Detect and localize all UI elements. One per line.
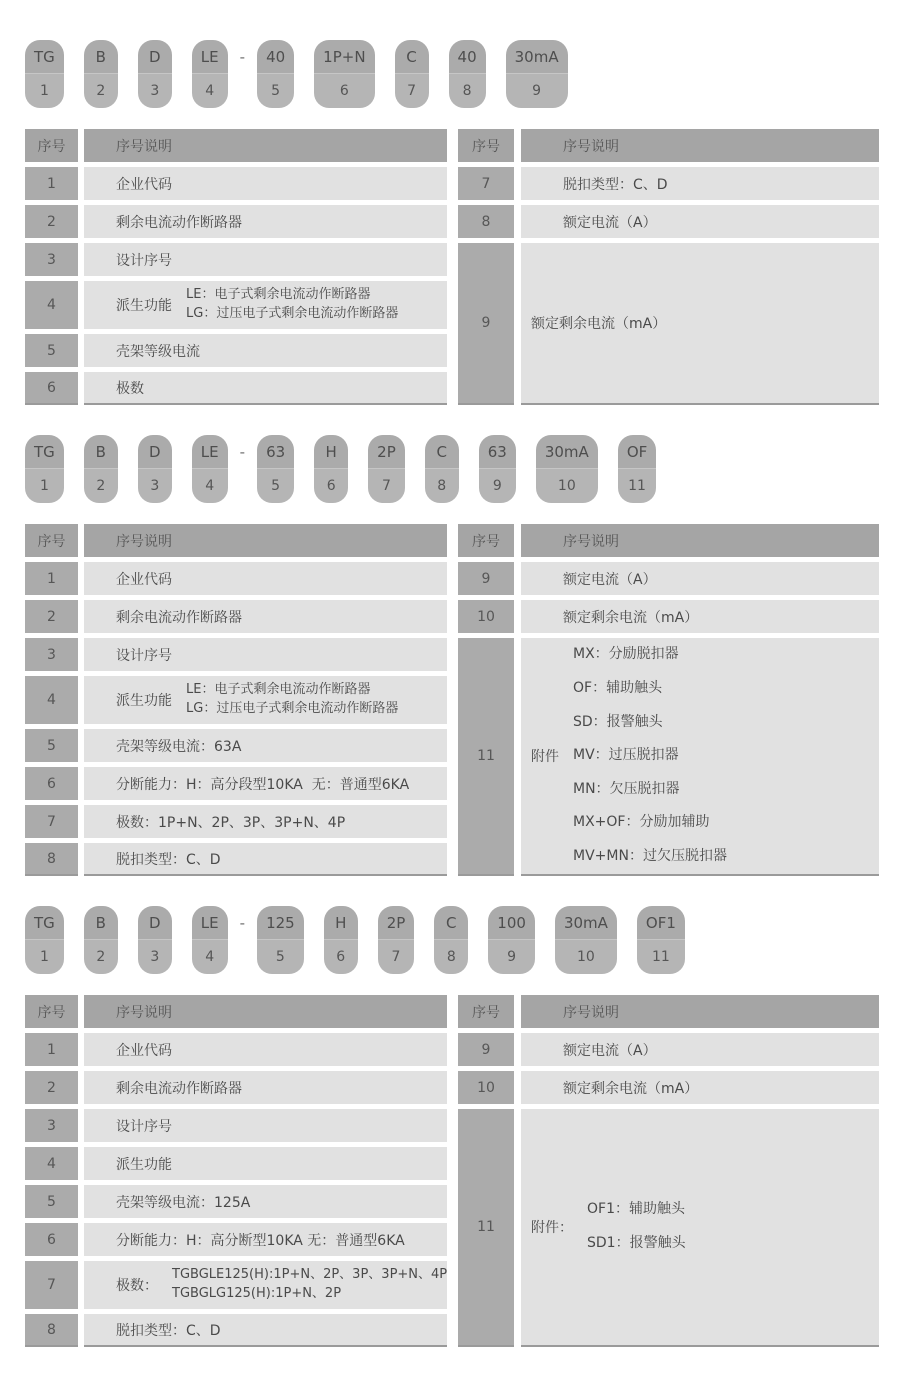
pill-number: 3 <box>138 940 172 974</box>
table-row <box>25 805 447 838</box>
table-row <box>25 1033 447 1066</box>
seq-number-cell: 3 <box>25 243 78 276</box>
header-seq-description <box>84 995 447 1028</box>
table-row <box>25 1071 447 1104</box>
table-header-row <box>25 995 447 1028</box>
header-seq-number: 序号 <box>458 995 514 1028</box>
seq-description-text: 分断能力：H：高分断型10KA 无：普通型6KA <box>116 1232 405 1249</box>
pill-number: 9 <box>488 940 535 974</box>
seq-number-cell: 9 <box>458 243 514 405</box>
seq-description-cell <box>521 205 879 238</box>
seq-description-cell <box>521 1033 879 1066</box>
seq-number-cell: 6 <box>25 1223 78 1256</box>
seq-number-cell: 1 <box>25 562 78 595</box>
model-code-row <box>25 906 900 974</box>
model-code-pill <box>324 906 358 974</box>
seq-description-text: 剩余电流动作断路器 <box>116 214 242 231</box>
model-section <box>25 876 900 1347</box>
seq-description-cell <box>521 600 879 633</box>
model-code-pill <box>25 40 64 108</box>
sequence-table-left <box>25 995 447 1347</box>
seq-number-cell: 10 <box>458 1071 514 1104</box>
model-code-pill <box>536 435 598 503</box>
seq-description-text: 分断能力：H：高分段型10KA 无：普通型6KA <box>116 776 410 793</box>
seq-description-line: SD：报警触头 <box>573 713 663 730</box>
seq-number-cell: 10 <box>458 600 514 633</box>
header-seq-description-text: 序号说明 <box>116 533 172 550</box>
seq-description-text: 设计序号 <box>116 1118 172 1135</box>
seq-description-cell <box>84 1185 447 1218</box>
pill-number: 11 <box>618 469 656 503</box>
seq-description-cell <box>84 843 447 876</box>
pill-number: 10 <box>536 469 598 503</box>
model-code-pill <box>368 435 405 503</box>
table-row <box>25 1185 447 1218</box>
seq-description-lines <box>186 286 398 324</box>
pill-code: 30mA <box>536 435 598 469</box>
pill-number: 1 <box>25 74 64 108</box>
seq-description-cell <box>84 1147 447 1180</box>
seq-number-cell: 5 <box>25 334 78 367</box>
seq-description-text: 壳架等级电流：125A <box>116 1194 251 1211</box>
table-row <box>458 562 879 595</box>
pill-code: LE <box>192 435 228 469</box>
pill-code: TG <box>25 906 64 940</box>
seq-number-cell: 9 <box>458 562 514 595</box>
seq-description-text: 企业代码 <box>116 176 172 193</box>
seq-description-cell <box>84 1314 447 1347</box>
pill-code: 2P <box>378 906 415 940</box>
table-row <box>458 243 879 405</box>
model-code-row <box>25 40 900 108</box>
header-seq-number: 序号 <box>25 995 78 1028</box>
model-code-pill <box>314 435 348 503</box>
table-row <box>25 281 447 329</box>
table-row <box>25 729 447 762</box>
seq-number-cell: 7 <box>458 167 514 200</box>
table-row <box>25 334 447 367</box>
model-code-pill <box>618 435 656 503</box>
header-seq-description <box>84 524 447 557</box>
header-seq-description-text: 序号说明 <box>563 1004 619 1021</box>
seq-description-line: MX+OF：分励加辅助 <box>573 814 710 831</box>
sequence-table-left <box>25 129 447 405</box>
seq-description-cell <box>84 1071 447 1104</box>
seq-number-cell: 1 <box>25 1033 78 1066</box>
dash-separator: - <box>239 443 246 461</box>
seq-description-line: MX：分励脱扣器 <box>573 646 679 663</box>
pill-number: 5 <box>257 469 294 503</box>
pill-code: 30mA <box>506 40 568 74</box>
section-tables <box>25 129 900 405</box>
seq-description-text: 额定电流（A） <box>563 214 657 231</box>
model-code-pill <box>449 40 486 108</box>
pill-number: 7 <box>395 74 429 108</box>
seq-description-text: 脱扣类型：C、D <box>563 176 668 193</box>
pill-code: OF1 <box>637 906 685 940</box>
header-seq-description <box>521 995 879 1028</box>
sequence-table-left <box>25 524 447 876</box>
pill-code: OF <box>618 435 656 469</box>
seq-description-cell <box>84 562 447 595</box>
seq-description-text: 脱扣类型：C、D <box>116 851 221 868</box>
seq-description-cell <box>84 638 447 671</box>
table-row <box>25 767 447 800</box>
seq-description-line: MV：过压脱扣器 <box>573 747 679 764</box>
seq-description-cell <box>521 1071 879 1104</box>
table-row <box>25 1109 447 1142</box>
seq-description-text: 壳架等级电流：63A <box>116 738 242 755</box>
model-code-pill <box>257 40 294 108</box>
pill-code: 100 <box>488 906 535 940</box>
seq-description-text: 额定剩余电流（mA） <box>563 609 699 626</box>
seq-description-text: 额定剩余电流（mA） <box>563 1080 699 1097</box>
pill-code: D <box>138 906 172 940</box>
table-row <box>25 167 447 200</box>
seq-description-cell <box>84 729 447 762</box>
header-seq-description <box>84 129 447 162</box>
seq-number-cell: 7 <box>25 1261 78 1309</box>
seq-description-cell <box>84 167 447 200</box>
pill-number: 5 <box>257 940 304 974</box>
table-row <box>25 562 447 595</box>
pill-number: 6 <box>324 940 358 974</box>
pill-number: 2 <box>84 940 118 974</box>
seq-number-cell: 4 <box>25 1147 78 1180</box>
header-seq-description-text: 序号说明 <box>116 138 172 155</box>
seq-number-cell: 1 <box>25 167 78 200</box>
header-seq-number: 序号 <box>458 524 514 557</box>
pill-number: 11 <box>637 940 685 974</box>
model-code-pill <box>637 906 685 974</box>
seq-description-text: 极数：1P+N、2P、3P、3P+N、4P <box>116 814 346 831</box>
seq-description-prefix: 派生功能 <box>116 693 172 709</box>
seq-number-cell: 6 <box>25 372 78 405</box>
seq-description-line: LE：电子式剩余电流动作断路器 <box>186 287 371 303</box>
table-row <box>25 1261 447 1309</box>
seq-description-lines <box>587 1193 686 1260</box>
pill-code: 30mA <box>555 906 617 940</box>
pill-number: 8 <box>449 74 486 108</box>
model-section <box>25 405 900 876</box>
header-seq-number: 序号 <box>458 129 514 162</box>
pill-number: 2 <box>84 74 118 108</box>
header-seq-description-text: 序号说明 <box>116 1004 172 1021</box>
model-code-pill <box>257 435 294 503</box>
table-row <box>25 1147 447 1180</box>
seq-description-lines <box>186 681 398 719</box>
seq-number-cell: 11 <box>458 1109 514 1347</box>
seq-number-cell: 4 <box>25 676 78 724</box>
model-code-pill <box>555 906 617 974</box>
pill-code: 40 <box>449 40 486 74</box>
model-code-pill <box>25 435 64 503</box>
pill-code: TG <box>25 40 64 74</box>
pill-number: 5 <box>257 74 294 108</box>
model-code-pill <box>257 906 304 974</box>
header-seq-description-text: 序号说明 <box>563 533 619 550</box>
seq-number-cell: 3 <box>25 1109 78 1142</box>
table-header-row <box>458 129 879 162</box>
table-row <box>25 372 447 405</box>
table-row <box>458 1071 879 1104</box>
seq-number-cell: 8 <box>458 205 514 238</box>
table-row <box>25 676 447 724</box>
seq-description-prefix: 附件 <box>531 749 559 765</box>
table-header-row <box>458 524 879 557</box>
seq-number-cell: 7 <box>25 805 78 838</box>
pill-code: LE <box>192 40 228 74</box>
seq-description-line: SD1：报警触头 <box>587 1235 686 1251</box>
model-section <box>25 0 900 405</box>
seq-description-line: OF1：辅助触头 <box>587 1201 685 1218</box>
seq-description-text: 极数 <box>116 380 144 397</box>
model-code-row <box>25 435 900 503</box>
seq-number-cell: 8 <box>25 1314 78 1347</box>
header-seq-number: 序号 <box>25 524 78 557</box>
table-row <box>458 638 879 876</box>
seq-number-cell: 2 <box>25 1071 78 1104</box>
pill-code: LE <box>192 906 228 940</box>
table-row <box>458 205 879 238</box>
pill-code: 40 <box>257 40 294 74</box>
model-code-pill <box>84 40 118 108</box>
seq-description-line: MN：欠压脱扣器 <box>573 780 680 797</box>
pill-number: 4 <box>192 469 228 503</box>
dash-separator: - <box>239 914 246 932</box>
model-code-pill <box>138 906 172 974</box>
pill-code: B <box>84 40 118 74</box>
seq-description-cell <box>84 1109 447 1142</box>
seq-number-cell: 11 <box>458 638 514 876</box>
seq-description-text: 设计序号 <box>116 252 172 269</box>
model-code-pill <box>488 906 535 974</box>
model-code-pill <box>378 906 415 974</box>
seq-number-cell: 5 <box>25 729 78 762</box>
pill-number: 1 <box>25 469 64 503</box>
pill-number: 1 <box>25 940 64 974</box>
seq-number-cell: 6 <box>25 767 78 800</box>
pill-number: 4 <box>192 74 228 108</box>
seq-description-cell <box>521 638 879 876</box>
header-seq-description <box>521 524 879 557</box>
seq-number-cell: 4 <box>25 281 78 329</box>
seq-description-text: 额定电流（A） <box>563 571 657 588</box>
seq-description-cell <box>84 805 447 838</box>
model-code-pill <box>25 906 64 974</box>
pill-code: 2P <box>368 435 405 469</box>
seq-description-cell <box>521 243 879 405</box>
model-code-pill <box>425 435 459 503</box>
seq-number-cell: 2 <box>25 205 78 238</box>
pill-number: 10 <box>555 940 617 974</box>
seq-number-cell: 5 <box>25 1185 78 1218</box>
model-code-pill <box>506 40 568 108</box>
section-tables <box>25 524 900 876</box>
sequence-table-right <box>458 129 879 405</box>
seq-description-cell <box>84 1033 447 1066</box>
dash-separator: - <box>239 48 246 66</box>
model-code-pill <box>314 40 374 108</box>
header-seq-description-text: 序号说明 <box>563 138 619 155</box>
seq-description-cell <box>84 281 447 329</box>
pill-code: C <box>434 906 468 940</box>
model-code-pill <box>434 906 468 974</box>
seq-number-cell: 3 <box>25 638 78 671</box>
table-row <box>25 243 447 276</box>
table-row <box>25 638 447 671</box>
table-row <box>25 600 447 633</box>
pill-number: 2 <box>84 469 118 503</box>
table-row <box>25 1314 447 1347</box>
pill-number: 8 <box>434 940 468 974</box>
pill-number: 9 <box>479 469 516 503</box>
model-code-pill <box>138 435 172 503</box>
table-row <box>25 205 447 238</box>
table-header-row <box>25 129 447 162</box>
pill-number: 7 <box>368 469 405 503</box>
table-row <box>25 1223 447 1256</box>
table-row <box>458 1033 879 1066</box>
seq-number-cell: 8 <box>25 843 78 876</box>
pill-number: 6 <box>314 469 348 503</box>
table-header-row <box>458 995 879 1028</box>
model-code-pill <box>479 435 516 503</box>
seq-description-text: 额定剩余电流（mA） <box>531 316 667 332</box>
seq-number-cell: 2 <box>25 600 78 633</box>
pill-code: 1P+N <box>314 40 374 74</box>
model-code-pill <box>192 40 228 108</box>
seq-description-line: OF：辅助触头 <box>573 680 663 697</box>
seq-description-text: 企业代码 <box>116 1042 172 1059</box>
pill-number: 4 <box>192 940 228 974</box>
pill-code: 63 <box>479 435 516 469</box>
model-code-pill <box>395 40 429 108</box>
model-code-pill <box>138 40 172 108</box>
seq-description-cell <box>84 676 447 724</box>
seq-description-text: 剩余电流动作断路器 <box>116 1080 242 1097</box>
table-header-row <box>25 524 447 557</box>
seq-description-cell <box>521 1109 879 1347</box>
pill-code: 63 <box>257 435 294 469</box>
pill-number: 3 <box>138 469 172 503</box>
pill-number: 6 <box>314 74 374 108</box>
model-code-pill <box>192 435 228 503</box>
seq-description-text: 派生功能 <box>116 1156 172 1173</box>
sequence-table-right <box>458 995 879 1347</box>
model-code-pill <box>192 906 228 974</box>
model-code-pill <box>84 906 118 974</box>
model-code-pill <box>84 435 118 503</box>
seq-description-line: LG：过压电子式剩余电流动作断路器 <box>186 306 399 321</box>
seq-description-cell <box>84 205 447 238</box>
seq-description-cell <box>84 372 447 405</box>
table-row <box>25 843 447 876</box>
seq-description-line: MV+MN：过欠压脱扣器 <box>573 847 727 864</box>
seq-description-text: 脱扣类型：C、D <box>116 1322 221 1339</box>
pill-code: B <box>84 435 118 469</box>
seq-description-cell <box>84 600 447 633</box>
seq-description-text: 设计序号 <box>116 647 172 664</box>
sequence-table-right <box>458 524 879 876</box>
seq-description-line: LG：过压电子式剩余电流动作断路器 <box>186 701 399 716</box>
pill-code: H <box>314 435 348 469</box>
seq-description-text: 额定电流（A） <box>563 1042 657 1059</box>
pill-number: 8 <box>425 469 459 503</box>
seq-description-cell <box>84 1261 447 1309</box>
header-seq-description <box>521 129 879 162</box>
table-row <box>458 167 879 200</box>
seq-description-prefix: 极数： <box>116 1278 158 1294</box>
seq-description-cell <box>84 767 447 800</box>
seq-description-cell <box>84 1223 447 1256</box>
pill-code: TG <box>25 435 64 469</box>
seq-description-cell <box>521 167 879 200</box>
seq-number-cell: 9 <box>458 1033 514 1066</box>
section-tables <box>25 995 900 1347</box>
pill-code: H <box>324 906 358 940</box>
seq-description-text: 剩余电流动作断路器 <box>116 609 242 626</box>
seq-description-prefix: 派生功能 <box>116 298 172 314</box>
pill-code: C <box>395 40 429 74</box>
pill-code: D <box>138 40 172 74</box>
seq-description-cell <box>84 243 447 276</box>
table-row <box>458 600 879 633</box>
seq-description-line: TGBGLE125(H):1P+N、2P、3P、3P+N、4P <box>172 1267 448 1283</box>
seq-description-line: TGBGLG125(H):1P+N、2P <box>172 1286 342 1301</box>
pill-number: 3 <box>138 74 172 108</box>
seq-description-lines <box>573 638 727 873</box>
pill-code: B <box>84 906 118 940</box>
seq-description-text: 壳架等级电流 <box>116 343 200 360</box>
seq-description-cell <box>84 334 447 367</box>
pill-code: D <box>138 435 172 469</box>
table-row <box>458 1109 879 1347</box>
seq-description-prefix: 附件： <box>531 1220 573 1236</box>
seq-description-cell <box>521 562 879 595</box>
pill-code: C <box>425 435 459 469</box>
header-seq-number: 序号 <box>25 129 78 162</box>
pill-number: 9 <box>506 74 568 108</box>
pill-number: 7 <box>378 940 415 974</box>
seq-description-lines <box>172 1266 447 1304</box>
seq-description-line: LE：电子式剩余电流动作断路器 <box>186 682 371 698</box>
pill-code: 125 <box>257 906 304 940</box>
seq-description-text: 企业代码 <box>116 571 172 588</box>
